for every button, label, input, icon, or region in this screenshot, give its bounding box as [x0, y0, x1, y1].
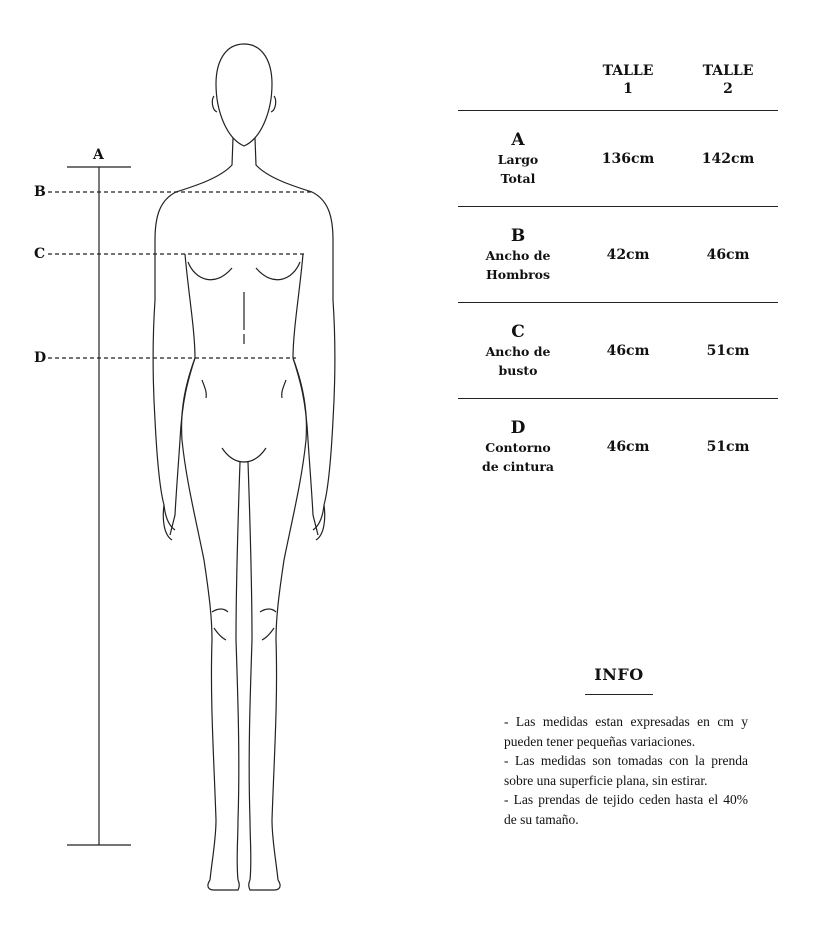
calf-left-outer: [210, 640, 216, 880]
value-b-size-2: 46cm: [706, 246, 750, 263]
leg-right-outer: [276, 358, 306, 640]
measure-desc-b-line1: Ancho de: [485, 247, 551, 263]
marker-d-label: D: [34, 350, 47, 366]
measure-name-a: [458, 130, 578, 188]
bust-left: [188, 262, 232, 280]
measure-desc-c-line2: busto: [498, 362, 538, 378]
value-c-size-1: 46cm: [606, 342, 650, 359]
header-spacer: [458, 58, 578, 110]
marker-b-label: B: [34, 184, 46, 200]
leg-right-inner: [248, 462, 252, 640]
hand-left: [164, 505, 175, 530]
groin-line: [222, 448, 266, 462]
ear-left: [212, 96, 217, 112]
measure-letter-b: B: [510, 225, 526, 246]
value-b-size-1: 42cm: [606, 246, 650, 263]
header-size-2-line2: 2: [723, 81, 733, 97]
table-row-c: [458, 303, 778, 399]
info-note-2: - Las medidas son tomadas con la prenda sobre una superficie plana, sin estirar.: [504, 753, 748, 788]
measure-letter-a: A: [511, 129, 525, 150]
arm-right-inner: [293, 254, 318, 535]
info-underline: [585, 694, 653, 695]
measure-desc-d-line2: de cintura: [481, 458, 555, 474]
header-size-1-line2: 1: [623, 81, 633, 97]
neck-left: [176, 138, 233, 192]
head-outline: [216, 44, 272, 146]
header-size-1: [578, 58, 678, 110]
measure-letter-c: C: [511, 321, 525, 342]
calf-right-inner: [249, 640, 252, 880]
measure-desc-d-line1: Contorno: [485, 439, 551, 455]
header-size-2-line1: TALLE: [702, 63, 754, 79]
arm-left-inner: [170, 254, 195, 535]
size-table: [458, 58, 778, 494]
knee-left-bottom: [214, 628, 226, 640]
info-title: INFO: [594, 665, 644, 684]
measure-desc-a-line1: Largo: [497, 151, 539, 167]
neck-right: [255, 138, 312, 192]
info-note-3: - Las prendas de tejido ceden hasta el 40% de su tamaño.: [504, 792, 748, 827]
foot-right: [249, 880, 280, 890]
value-a-size-1: 136cm: [601, 150, 655, 167]
hand-right: [313, 505, 324, 530]
measure-letter-d: D: [510, 417, 526, 438]
leg-left-outer: [182, 358, 212, 640]
measure-desc-a-line2: Total: [500, 170, 536, 186]
info-note-1: - Las medidas estan expresadas en cm y pueden tener pequeñas variaciones.: [504, 714, 748, 749]
table-row-d: [458, 399, 778, 494]
header-size-2: [678, 58, 778, 110]
value-d-size-2: 51cm: [706, 438, 750, 455]
measure-desc-b-line2: Hombros: [485, 266, 551, 282]
arm-right-outer: [312, 192, 335, 540]
measure-name-d: [458, 418, 578, 476]
marker-a-label: A: [93, 147, 104, 163]
value-a-size-2: 142cm: [701, 150, 755, 167]
bust-right: [256, 262, 300, 280]
hip-mark-right: [282, 380, 286, 398]
calf-right-outer: [272, 640, 278, 880]
value-c-size-2: 51cm: [706, 342, 750, 359]
knee-right-bottom: [262, 628, 274, 640]
measure-name-c: [458, 322, 578, 380]
hip-mark-left: [202, 380, 206, 398]
table-row-a: [458, 111, 778, 207]
size-table-header: [458, 58, 778, 111]
info-notes: [504, 712, 748, 829]
header-size-1-line1: TALLE: [602, 63, 654, 79]
arm-left-outer: [153, 192, 176, 540]
knee-right-top: [260, 609, 276, 612]
calf-left-inner: [236, 640, 239, 880]
knee-left-top: [212, 609, 228, 612]
value-d-size-1: 46cm: [606, 438, 650, 455]
leg-left-inner: [236, 462, 240, 640]
marker-c-label: C: [34, 246, 46, 262]
measure-name-b: [458, 226, 578, 284]
foot-left: [208, 880, 239, 890]
measure-desc-c-line1: Ancho de: [485, 343, 551, 359]
table-row-b: [458, 207, 778, 303]
ear-right: [271, 96, 276, 112]
